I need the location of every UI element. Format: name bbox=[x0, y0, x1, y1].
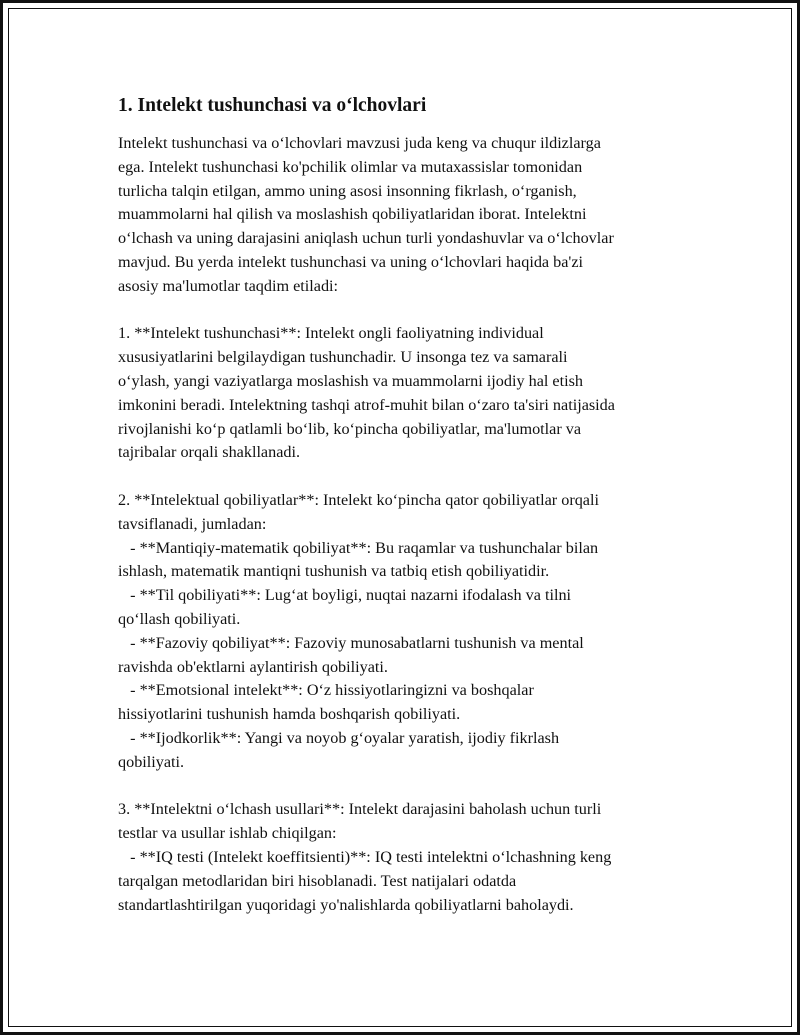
paragraph bbox=[118, 489, 688, 775]
document-text bbox=[118, 132, 688, 917]
document-body bbox=[118, 92, 688, 917]
text-line: 2. **Intelektual qobiliyatlar**: Intelekt ko‘pincha qator qobiliyatlar orqali bbox=[118, 490, 599, 509]
text-line: ega. Intelekt tushunchasi ko'pchilik olimlar va mutaxassislar tomonidan bbox=[118, 157, 583, 176]
paragraph bbox=[118, 132, 688, 299]
text-line: turlicha talqin etilgan, ammo uning asosi insonning fikrlash, o‘rganish, bbox=[118, 181, 577, 200]
text-line: xususiyatlarini belgilaydigan tushunchadir. U insonga tez va samarali bbox=[118, 348, 568, 367]
text-line: ravishda ob'ektlarni aylantirish qobiliyati. bbox=[118, 657, 388, 676]
text-line: 1. **Intelekt tushunchasi**: Intelekt ongli faoliyatning individual bbox=[118, 324, 544, 343]
text-line: tajribalar orqali shakllanadi. bbox=[118, 443, 301, 462]
paragraph bbox=[118, 322, 688, 465]
text-line: qo‘llash qobiliyati. bbox=[118, 609, 241, 628]
text-line: imkonini beradi. Intelektning tashqi atrof-muhit bilan o‘zaro ta'siri natijasida bbox=[118, 395, 615, 414]
text-line: hissiyotlarini tushunish hamda boshqarish qobiliyati. bbox=[118, 705, 461, 724]
text-line: testlar va usullar ishlab chiqilgan: bbox=[118, 824, 337, 843]
text-line: - **Fazoviy qobiliyat**: Fazoviy munosabatlarni tushunish va mental bbox=[118, 633, 584, 652]
text-line: o‘ylash, yangi vaziyatlarga moslashish va muammolarni ijodiy hal etish bbox=[118, 371, 583, 390]
text-line: - **Emotsional intelekt**: O‘z hissiyotlaringizni va boshqalar bbox=[118, 681, 534, 700]
paragraph-gap bbox=[118, 775, 688, 799]
text-line: - **Ijodkorlik**: Yangi va noyob g‘oyalar yaratish, ijodiy fikrlash bbox=[118, 728, 560, 747]
text-line: tarqalgan metodlaridan biri hisoblanadi. Test natijalari odatda bbox=[118, 871, 517, 890]
paragraph bbox=[118, 798, 688, 917]
text-line: o‘lchash va uning darajasini aniqlash uchun turli yondashuvlar va o‘lchovlar bbox=[118, 229, 614, 248]
text-line: ishlash, matematik mantiqni tushunish va tatbiq etish qobiliyatidir. bbox=[118, 562, 550, 581]
text-line: rivojlanishi ko‘p qatlamli bo‘lib, ko‘pincha qobiliyatlar, ma'lumotlar va bbox=[118, 419, 582, 438]
paragraph-gap bbox=[118, 465, 688, 489]
text-line: Intelekt tushunchasi va o‘lchovlari mavzusi juda keng va chuqur ildizlarga bbox=[118, 134, 601, 152]
text-line: - **IQ testi (Intelekt koeffitsienti)**: IQ testi intelektni o‘lchashning keng bbox=[118, 847, 612, 866]
text-line: - **Til qobiliyati**: Lug‘at boyligi, nuqtai nazarni ifodalash va tilni bbox=[118, 586, 572, 605]
paragraph-gap bbox=[118, 299, 688, 323]
text-line: - **Mantiqiy-matematik qobiliyat**: Bu raqamlar va tushunchalar bilan bbox=[118, 538, 599, 557]
text-line: asosiy ma'lumotlar taqdim etiladi: bbox=[118, 276, 339, 295]
text-line: tavsiflanadi, jumladan: bbox=[118, 514, 267, 533]
text-line: qobiliyati. bbox=[118, 752, 185, 771]
text-line: muammolarni hal qilish va moslashish qobiliyatlaridan iborat. Intelektni bbox=[118, 205, 587, 224]
text-line: mavjud. Bu yerda intelekt tushunchasi va uning o‘lchovlari haqida ba'zi bbox=[118, 252, 584, 271]
text-line: 3. **Intelektni o‘lchash usullari**: Intelekt darajasini baholash uchun turli bbox=[118, 800, 602, 819]
text-line: standartlashtirilgan yuqoridagi yo'nalishlarda qobiliyatlarni baholaydi. bbox=[118, 895, 574, 914]
page-title: 1. Intelekt tushunchasi va o‘lchovlari bbox=[118, 95, 427, 116]
